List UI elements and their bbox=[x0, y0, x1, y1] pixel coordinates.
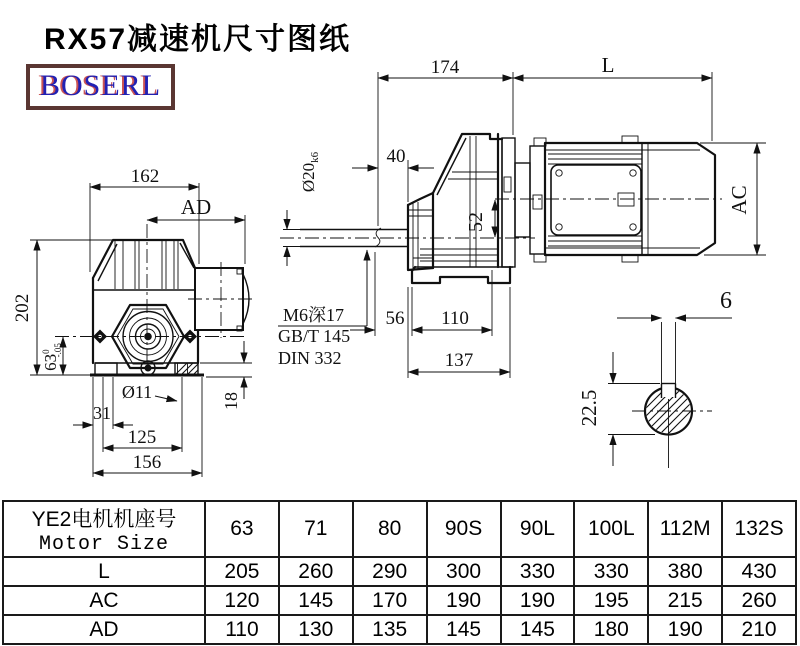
dim-ac: AC bbox=[727, 185, 751, 215]
table-cell: 290 bbox=[353, 557, 427, 586]
table-row bbox=[3, 557, 796, 586]
input-cover-front bbox=[188, 262, 253, 338]
table-cell: 330 bbox=[574, 557, 648, 586]
dim-125: 125 bbox=[127, 427, 157, 448]
page-title: RX57减速机尺寸图纸 bbox=[44, 23, 352, 56]
table-cell: 260 bbox=[722, 586, 796, 615]
table-cell: 380 bbox=[648, 557, 722, 586]
table-cell: 210 bbox=[722, 615, 796, 644]
dim-key-height-22-5: 22.5 bbox=[577, 389, 601, 427]
dim-137: 137 bbox=[444, 350, 474, 371]
table-cell: 145 bbox=[427, 615, 501, 644]
table-row bbox=[3, 615, 796, 644]
table-cell: 205 bbox=[205, 557, 279, 586]
front-view bbox=[12, 166, 253, 477]
table-header-cell: 112M bbox=[648, 501, 722, 557]
dim-key-width-6: 6 bbox=[720, 288, 732, 314]
dim-52: 52 bbox=[465, 212, 487, 232]
dim-156: 156 bbox=[132, 452, 162, 473]
table-header-motor-size: YE2电机机座号 Motor Size bbox=[3, 501, 205, 557]
table-header-cell: 132S bbox=[722, 501, 796, 557]
dim-202: 202 bbox=[12, 293, 33, 323]
boserl-logo-text: BOSERL bbox=[40, 69, 162, 102]
table-cell: 130 bbox=[279, 615, 353, 644]
row-label: AC bbox=[3, 586, 205, 615]
table-cell: 145 bbox=[501, 615, 575, 644]
dim-shaft-d20k6: $Ø20_{k6}$ bbox=[299, 151, 321, 193]
table-cell: 215 bbox=[648, 586, 722, 615]
row-label: AD bbox=[3, 615, 205, 644]
gearbox-housing-side bbox=[408, 134, 515, 283]
side-view bbox=[278, 53, 766, 378]
dim-174: 174 bbox=[430, 57, 460, 78]
housing-ribs bbox=[115, 241, 178, 289]
dim-162: 162 bbox=[130, 166, 160, 187]
table-cell: 135 bbox=[353, 615, 427, 644]
table-cell: 190 bbox=[427, 586, 501, 615]
dim-40: 40 bbox=[386, 146, 406, 167]
table-cell: 110 bbox=[205, 615, 279, 644]
table-header-cell: 90S bbox=[427, 501, 501, 557]
table-header-cell: 71 bbox=[279, 501, 353, 557]
dim-hole-d11: Ø11 bbox=[121, 382, 153, 402]
table-cell: 430 bbox=[722, 557, 796, 586]
dim-56: 56 bbox=[385, 308, 405, 329]
table-header-cell: 100L bbox=[574, 501, 648, 557]
table-header-cell: 90L bbox=[501, 501, 575, 557]
table-header-cell: 80 bbox=[353, 501, 427, 557]
table-row bbox=[3, 586, 796, 615]
dim-18: 18 bbox=[221, 392, 241, 410]
dim-63-tol: $63^0$ -.05 bbox=[41, 343, 63, 371]
table-cell: 190 bbox=[648, 615, 722, 644]
table-cell: 180 bbox=[574, 615, 648, 644]
note-m6: M6深17 bbox=[283, 305, 345, 325]
output-shaft-front bbox=[93, 305, 197, 375]
note-din332: DIN 332 bbox=[278, 348, 342, 368]
dim-110: 110 bbox=[441, 308, 469, 329]
table-cell: 170 bbox=[353, 586, 427, 615]
table-cell: 120 bbox=[205, 586, 279, 615]
table-cell: 145 bbox=[279, 586, 353, 615]
motor-side bbox=[495, 136, 722, 262]
table-cell: 330 bbox=[501, 557, 575, 586]
note-gbt145: GB/T 145 bbox=[278, 326, 351, 346]
shaft-key-section bbox=[577, 288, 732, 472]
table-cell: 195 bbox=[574, 586, 648, 615]
dim-ad: AD bbox=[180, 195, 212, 219]
dim-31: 31 bbox=[93, 403, 111, 423]
table-header-row bbox=[3, 501, 796, 557]
table-header-cell: 63 bbox=[205, 501, 279, 557]
key-extension-lines bbox=[608, 322, 676, 435]
table-cell: 190 bbox=[501, 586, 575, 615]
table-cell: 300 bbox=[427, 557, 501, 586]
motor-size-table bbox=[2, 500, 797, 645]
dim-l: L bbox=[601, 53, 615, 77]
row-label: L bbox=[3, 557, 205, 586]
table-cell: 260 bbox=[279, 557, 353, 586]
